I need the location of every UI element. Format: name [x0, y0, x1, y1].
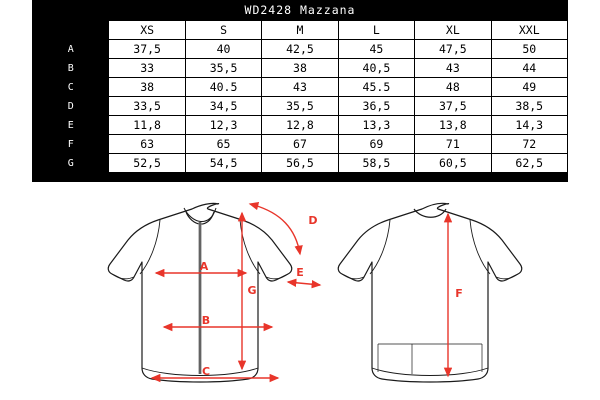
cell-e-m: 12,8 — [262, 116, 338, 135]
size-table — [32, 0, 568, 173]
cell-b-s: 35,5 — [185, 59, 261, 78]
cell-c-xs: 38 — [109, 78, 185, 97]
cell-f-s: 65 — [185, 135, 261, 154]
row-label-e: E — [33, 116, 109, 135]
column-header-xl: XL — [415, 21, 491, 40]
column-header-m: M — [262, 21, 338, 40]
cell-c-s: 40.5 — [185, 78, 261, 97]
cell-c-l: 45.5 — [338, 78, 414, 97]
cell-b-xxl: 44 — [491, 59, 567, 78]
column-header-xs: XS — [109, 21, 185, 40]
back-body-outline — [338, 203, 521, 382]
cell-d-xxl: 38,5 — [491, 97, 567, 116]
cell-d-l: 36,5 — [338, 97, 414, 116]
measure-label-d: D — [308, 214, 318, 227]
cell-c-xxl: 49 — [491, 78, 567, 97]
cell-g-xxl: 62,5 — [491, 154, 567, 173]
column-header-s: S — [185, 21, 261, 40]
row-label-f: F — [33, 135, 109, 154]
garment-diagram — [0, 182, 600, 400]
cell-e-xl: 13,8 — [415, 116, 491, 135]
cell-c-xl: 48 — [415, 78, 491, 97]
measure-label-b: B — [201, 314, 211, 327]
cell-d-xs: 33,5 — [109, 97, 185, 116]
cell-g-xl: 60,5 — [415, 154, 491, 173]
row-label-a: A — [33, 40, 109, 59]
cell-b-xl: 43 — [415, 59, 491, 78]
cell-a-xl: 47,5 — [415, 40, 491, 59]
row-label-b: B — [33, 59, 109, 78]
cell-d-s: 34,5 — [185, 97, 261, 116]
measure-label-a: A — [199, 260, 209, 273]
cell-a-xxl: 50 — [491, 40, 567, 59]
table-title-row — [33, 0, 568, 21]
row-label-d: D — [33, 97, 109, 116]
cell-g-l: 58,5 — [338, 154, 414, 173]
measure-label-g: G — [247, 284, 257, 297]
cell-c-m: 43 — [262, 78, 338, 97]
cell-e-xs: 11,8 — [109, 116, 185, 135]
product-title: WD2428 Mazzana — [33, 0, 568, 21]
cell-b-m: 38 — [262, 59, 338, 78]
table-row — [33, 154, 568, 173]
cell-e-xxl: 14,3 — [491, 116, 567, 135]
row-label-c: C — [33, 78, 109, 97]
table-row — [33, 40, 568, 59]
jersey-front-view — [108, 203, 320, 382]
measure-label-e: E — [296, 266, 304, 279]
table-row — [33, 59, 568, 78]
table-row — [33, 116, 568, 135]
cell-f-l: 69 — [338, 135, 414, 154]
cell-a-l: 45 — [338, 40, 414, 59]
cell-g-m: 56,5 — [262, 154, 338, 173]
cell-a-s: 40 — [185, 40, 261, 59]
measure-arrow-e — [288, 282, 320, 285]
measure-label-f: F — [455, 287, 463, 300]
cell-d-xl: 37,5 — [415, 97, 491, 116]
jersey-back-view — [338, 203, 521, 382]
table-row — [33, 135, 568, 154]
cell-f-xxl: 72 — [491, 135, 567, 154]
cell-g-xs: 52,5 — [109, 154, 185, 173]
cell-a-m: 42,5 — [262, 40, 338, 59]
measure-label-c: C — [201, 365, 211, 378]
column-header-l: L — [338, 21, 414, 40]
cell-a-xs: 37,5 — [109, 40, 185, 59]
cell-d-m: 35,5 — [262, 97, 338, 116]
cell-f-xl: 71 — [415, 135, 491, 154]
cell-f-xs: 63 — [109, 135, 185, 154]
cell-e-l: 13,3 — [338, 116, 414, 135]
table-corner — [33, 21, 109, 40]
row-label-g: G — [33, 154, 109, 173]
table-header-row — [33, 21, 568, 40]
cell-b-xs: 33 — [109, 59, 185, 78]
table-row — [33, 97, 568, 116]
size-table-container — [32, 0, 568, 182]
column-header-xxl: XXL — [491, 21, 567, 40]
cell-e-s: 12,3 — [185, 116, 261, 135]
cell-f-m: 67 — [262, 135, 338, 154]
table-row — [33, 78, 568, 97]
cell-b-l: 40,5 — [338, 59, 414, 78]
cell-g-s: 54,5 — [185, 154, 261, 173]
